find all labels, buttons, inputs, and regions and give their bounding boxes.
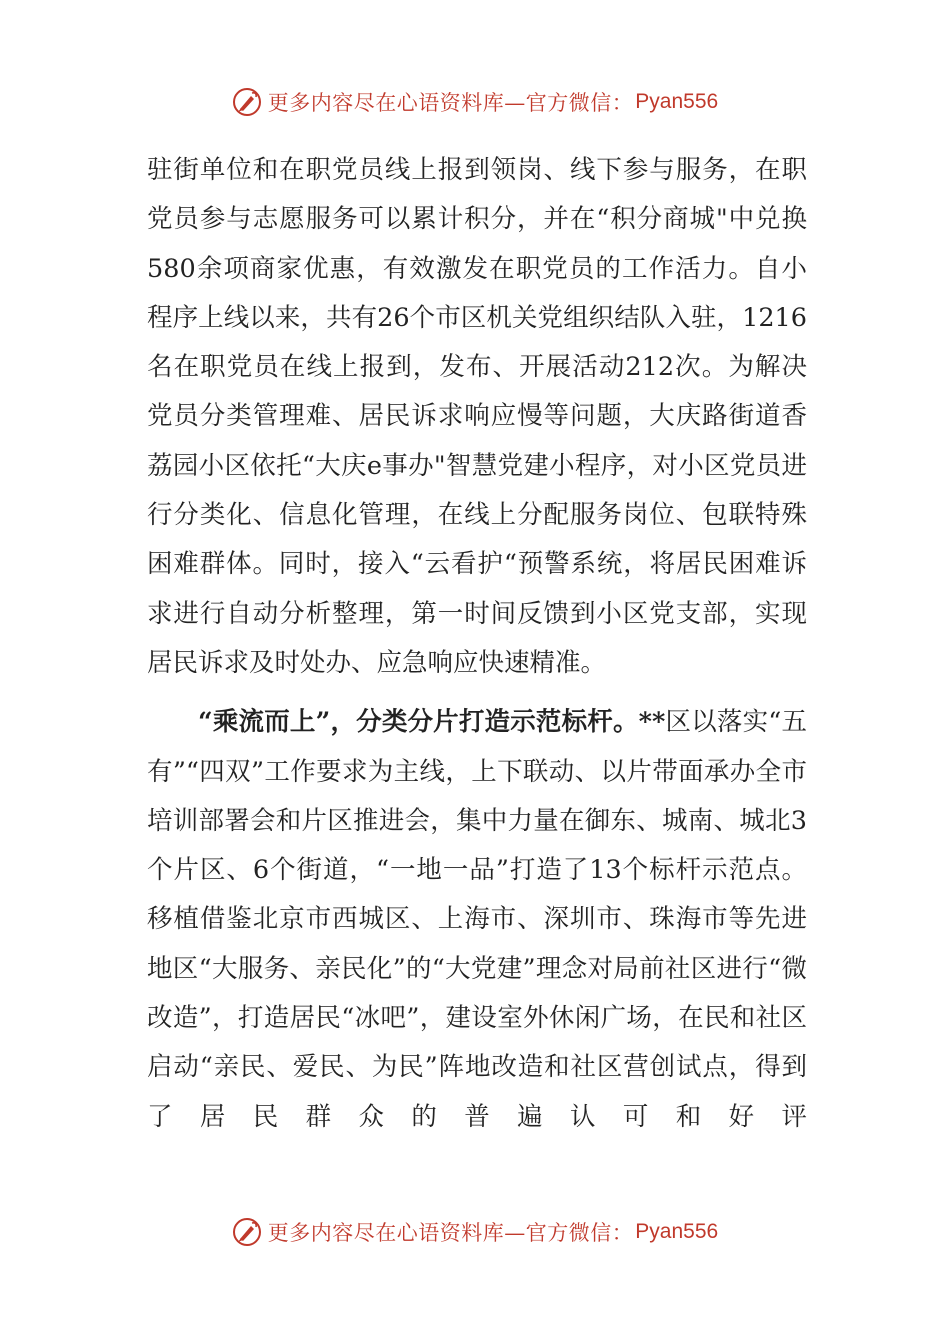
footer-banner <box>0 1212 950 1252</box>
paragraph-2-rest: 区以落实“五有”“四双”工作要求为主线，上下联动、以片带面承办全市培训部署会和片区推进会，集中力量在御东、城南、城北3个片区、6个街道，“一地一品”打造了13个标杆示范点。移植借鉴北京市西城区、上海市、深圳市、珠海市等先进地区“大服务、亲民化”的“大党建”理念对局前社区进行“微改造”，打造居民“冰吧”，建设室外休闲广场，在民和社区启动“亲民、爱民、为民”阵地改造和社区营创试点，得到了居民群众的普遍认可和好评 <box>147 707 807 1132</box>
header-banner <box>0 82 950 122</box>
header-wechat-id: Pyan556 <box>635 90 719 113</box>
footer-wechat-id: Pyan556 <box>635 1220 719 1243</box>
footer-brand-text: 更多内容尽在心语资料库—官方微信： <box>267 1221 634 1245</box>
pen-nib-logo-icon <box>232 1217 262 1247</box>
pen-nib-logo-icon <box>232 87 262 117</box>
paragraph-1: 驻街单位和在职党员线上报到领岗、线下参与服务，在职党员参与志愿服务可以累计积分，并在“积分商城"中兑换580余项商家优惠，有效激发在职党员的工作活力。自小程序上线以来，共有26个市区机关党组织结队入驻，1216名在职党员在线上报到，发布、开展活动212次。为解决党员分类管理难、居民诉求响应慢等问题，大庆路街道香荔园小区依托“大庆e事办"智慧党建小程序，对小区党员进行分类化、信息化管理，在线上分配服务岗位、包联特殊困难群体。同时，接入“云看护“预警系统，将居民困难诉求进行自动分析整理，第一时间反馈到小区党支部，实现居民诉求及时处办、应急响应快速精准。 <box>147 155 807 678</box>
paragraph-2 <box>147 698 807 1142</box>
header-brand-text: 更多内容尽在心语资料库—官方微信： <box>267 91 634 115</box>
paragraph-2-lead: “乘流而上”，分类分片打造示范标杆。** <box>198 707 666 738</box>
document-body <box>147 146 807 1142</box>
